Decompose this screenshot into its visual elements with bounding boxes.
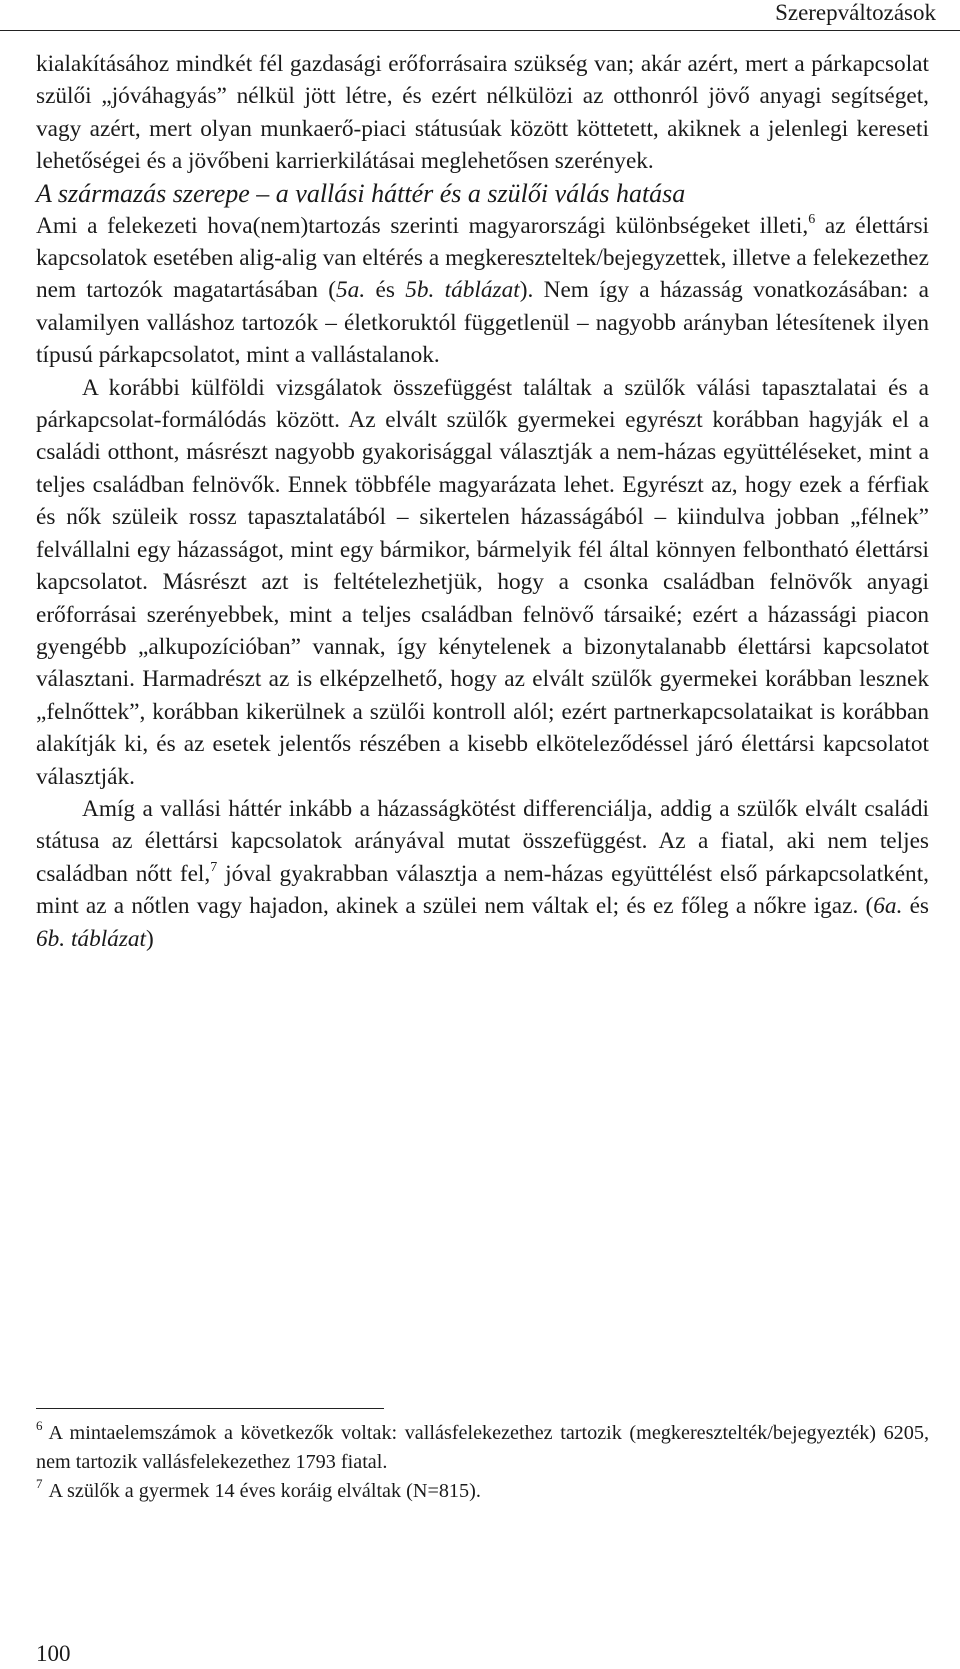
footnote-text: A szülők a gyermek 14 éves koráig elváltak (N=815). xyxy=(48,1480,481,1502)
paragraph-text: ). Nem így a házasság vonatkozásában: a valamilyen valláshoz tartozók – életkoruktól függetlenül – nagyobb arányban létesítenek ilyen típusú párkapcsolatot, mint a vallástalanok. xyxy=(36,277,929,369)
table-ref-6b: 6b. táblázat xyxy=(36,925,147,952)
paragraph-text: Amíg a vallási háttér inkább a házasságkötést differenciálja, addig a szülők elvált családi státusa az élettársi kapcsolatok arányával mutat összefüggést. Az a fiatal, aki nem teljes családban nőtt fel, xyxy=(36,795,929,887)
table-ref-5b: 5b. táblázat xyxy=(405,277,520,304)
paragraph-summary xyxy=(36,793,929,955)
intro-paragraph: kialakításához mindkét fél gazdasági erőforrásaira szükség van; akár azért, mert a párkapcsolat szülői „jóváhagyás” nélkül jött létre, és ezért nélkülözi az otthonról jövő anyagi segítséget, vagy azért, mert olyan munkaerő-piaci státusúak között köttetett, akiknek a jelenlegi kereseti lehetőségei és a jövőbeni karrierkilátásai meglehetősen szerények. xyxy=(36,51,929,175)
footnote-7 xyxy=(36,1477,929,1506)
header-rule xyxy=(0,30,960,31)
section-title: A származás szerepe – a vallási háttér és a szülői válás hatása xyxy=(36,178,686,208)
paragraph-text: és xyxy=(902,893,929,920)
table-ref-6a: 6a. xyxy=(873,893,903,920)
paragraph-text: ) xyxy=(146,925,154,952)
page-number: 100 xyxy=(36,1641,71,1666)
footnote-ref-7[interactable]: 7 xyxy=(210,859,218,875)
footnotes xyxy=(36,1408,929,1506)
footnote-ref-6[interactable]: 6 xyxy=(808,211,816,227)
paragraph-text: Ami a felekezeti hova(nem)tartozás szerinti magyarországi különbségeket illeti, xyxy=(36,212,809,239)
footnote-6 xyxy=(36,1419,929,1477)
footnote-rule xyxy=(36,1408,384,1409)
paragraph-text: jóval gyakrabban választja a nem-házas együttélést első párkapcsolatként, mint az a nőtlen vagy hajadon, akinek a szülei nem váltak el; és ez főleg a nőkre igaz. ( xyxy=(36,860,929,920)
paragraph-religion xyxy=(36,210,929,372)
footnote-number: 7 xyxy=(36,1476,43,1491)
paragraph-text: az élettársi kapcsolatok esetében alig-alig van eltérés a megkereszteltek/bejegyzettek, illetve a felekezethez nem tartozók magatartásában ( xyxy=(36,212,929,304)
body-text xyxy=(36,48,929,955)
footnote-number: 6 xyxy=(36,1418,43,1433)
running-head: Szerepváltozások xyxy=(775,0,936,25)
footnote-text: A mintaelemszámok a következők voltak: vallásfelekezethez tartozik (megkeresztelték/bejegyezték) 6205, nem tartozik vallásfelekezethez 1793 fiatal. xyxy=(36,1422,929,1473)
paragraph-divorce: A korábbi külföldi vizsgálatok összefüggést találtak a szülők válási tapasztalatai és a párkapcsolat-formálódás között. Az elvált szülők gyermekei egyrészt korábban hagyják el a családi otthont, másrészt nagyobb gyakorisággal választják a nem-házas együttéléseket, mint a teljes családban felnövők. Ennek többféle magyarázata lehet. Egyrészt az, hogy ezek a férfiak és nők szüleik rossz tapasztalatából – sikertelen házasságából – kiindulva jobban „félnek” felvállalni egy házasságot, mint egy bármikor, bármelyik fél által könnyen felbontható élettársi kapcsolatot. Másrészt azt is feltételezhetjük, hogy a csonka családban felnövők anyagi erőforrásai szerényebbek, mint a teljes családban felnövő társaiké; ezért a házassági piacon gyengébb „alkupozícióban” vannak, így kénytelenek a bizonytalanabb élettársi kapcsolatot választani. Harmadrészt az is elképzelhető, hogy az elvált szülők gyermekei korábban lesznek „felnőttek”, korábban kikerülnek a szülői kontroll alól; ezért partnerkapcsolataikat is korábban alakítják ki, és az esetek jelentős részében a kisebb elköteleződéssel járó élettársi kapcsolatot választják. xyxy=(36,374,929,790)
table-ref-5a: 5a. xyxy=(336,277,366,304)
paragraph-text: és xyxy=(365,277,406,304)
